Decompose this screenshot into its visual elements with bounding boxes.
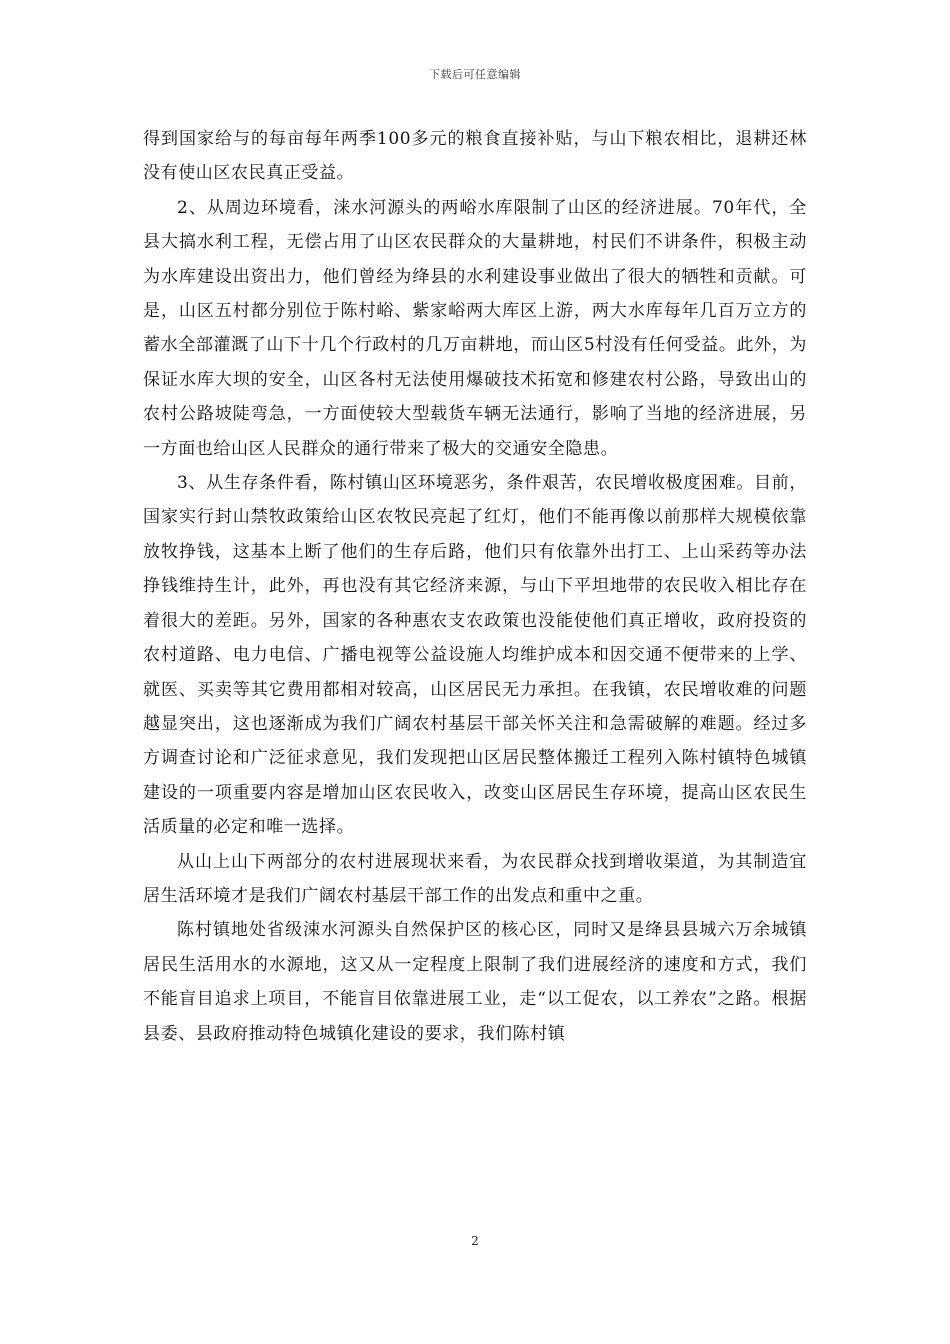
paragraph-4: 从山上山下两部分的农村进展现状来看，为农民群众找到增收渠道，为其制造宜居生活环境才是我们广阔农村基层干部工作的出发点和重中之重。 (143, 851, 807, 906)
page-number: 2 (471, 1234, 479, 1248)
page-header: 下载后可任意编辑 (429, 68, 521, 81)
paragraph-2: 2、从周边环境看，涞水河源头的两峪水库限制了山区的经济进展。70年代，全县大搞水利工程，无偿占用了山区农民群众的大量耕地，村民们不讲条件，积极主动为水库建设出资出力，他们曾经为绛县的水利建设事业做出了很大的牺牲和贡献。可是，山区五村都分别位于陈村峪、紫家峪两大库区上游，两大水库每年几百万立方的蓄水全部灌溉了山下十几个行政村的几万亩耕地，而山区5村没有任何受益。此外，为保证水库大坝的安全，山区各村无法使用爆破技术拓宽和修建农村公路，导致出山的农村公路坡陡弯急，一方面使较大型载货车辆无法通行，影响了当地的经济进展，另一方面也给山区人民群众的通行带来了极大的交通安全隐患。 (143, 197, 807, 459)
document-body (143, 122, 807, 1051)
paragraph-3: 3、从生存条件看，陈村镇山区环境恶劣，条件艰苦，农民增收极度困难。目前，国家实行封山禁牧政策给山区农牧民亮起了红灯，他们不能再像以前那样大规模依靠放牧挣钱，这基本上断了他们的生存后路，他们只有依靠外出打工、上山采药等办法挣钱维持生计，此外，再也没有其它经济来源，与山下平坦地带的农民收入相比存在着很大的差距。另外，国家的各种惠农支农政策也没能使他们真正增收，政府投资的农村道路、电力电信、广播电视等公益设施人均维护成本和因交通不便带来的上学、就医、买卖等其它费用都相对较高，山区居民无力承担。在我镇，农民增收难的问题越显突出，这也逐渐成为我们广阔农村基层干部关怀关注和急需破解的难题。经过多方调查讨论和广泛征求意见，我们发现把山区居民整体搬迁工程列入陈村镇特色城镇建设的一项重要内容是增加山区农民收入，改变山区居民生存环境，提高山区农民生活质量的必定和唯一选择。 (143, 473, 807, 838)
paragraph-1: 得到国家给与的每亩每年两季100多元的粮食直接补贴，与山下粮农相比，退耕还林没有使山区农民真正受益。 (143, 129, 807, 184)
paragraph-5: 陈村镇地处省级涑水河源头自然保护区的核心区，同时又是绛县县城六万余城镇居民生活用水的水源地，这又从一定程度上限制了我们进展经济的速度和方式，我们不能盲目追求上项目，不能盲目依靠进展工业，走“以工促农，以工养农”之路。根据县委、县政府推动特色城镇化建设的要求，我们陈村镇 (143, 920, 807, 1044)
